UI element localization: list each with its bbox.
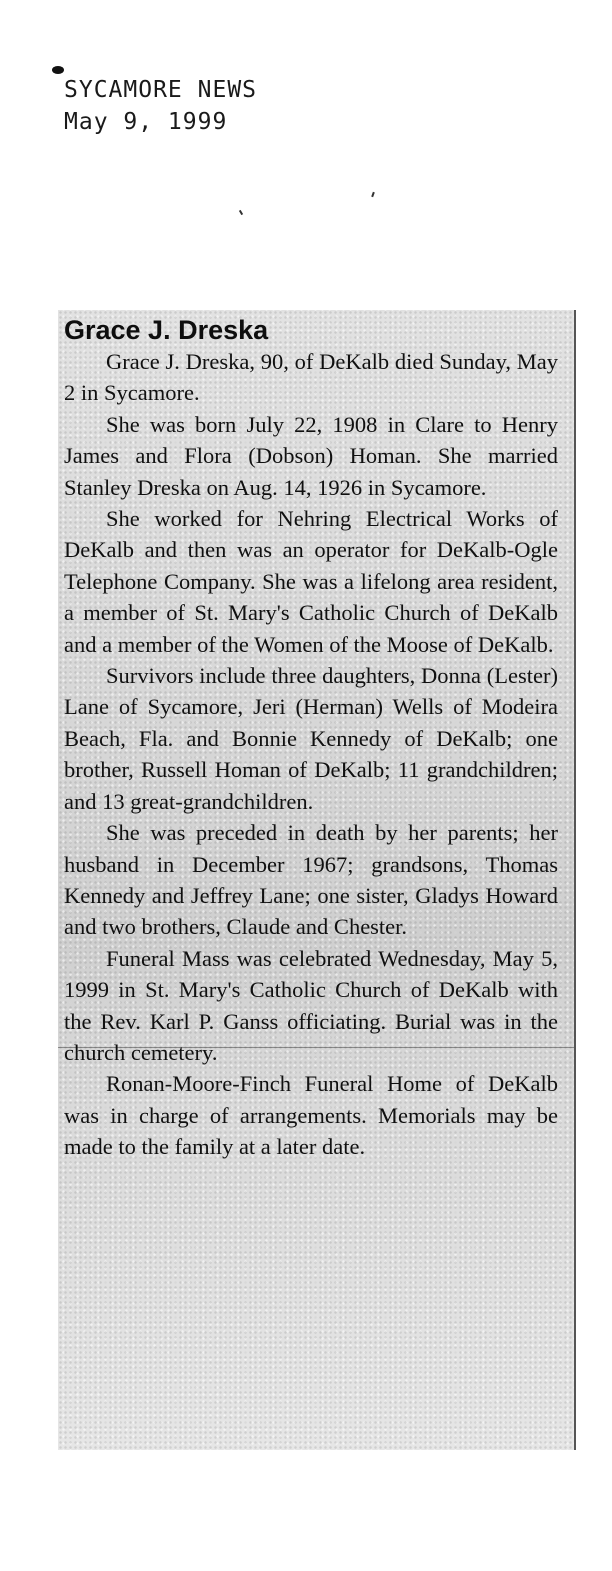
scan-speck [239, 210, 243, 215]
newspaper-clipping [58, 310, 576, 1450]
obituary-paragraph: She was preceded in death by her parents; her husband in December 1967; grandsons, Thomas Kennedy and Jeffrey Lane; one sister, Gladys Howard and two brothers, Claude and Chester. [64, 820, 558, 940]
obituary-paragraph: Survivors include three daughters, Donna (Lester) Lane of Sycamore, Jeri (Herman) Wells of Modeira Beach, Fla. and Bonnie Kennedy of DeKalb; one brother, Russell Homan of DeKalb; 11 grandchildren; and 13 great-grandchildren. [64, 663, 558, 814]
obituary-paragraph: Funeral Mass was celebrated Wednesday, May 5, 1999 in St. Mary's Catholic Church of DeKalb with the Rev. Karl P. Ganss officiating. Burial was in the church cemetery. [64, 945, 558, 1065]
obituary-title: Grace J. Dreska [64, 315, 269, 345]
publication-name: SYCAMORE NEWS [64, 77, 258, 103]
obituary-paragraph: She was born July 22, 1908 in Clare to Henry James and Flora (Dobson) Homan. She married Stanley Dreska on Aug. 14, 1926 in Sycamore. [64, 411, 558, 500]
obituary-paragraph: Grace J. Dreska, 90, of DeKalb died Sunday, May 2 in Sycamore. [64, 349, 558, 406]
obituary-body [64, 346, 558, 1163]
scan-speck [371, 192, 375, 197]
ink-dot-mark [52, 66, 64, 74]
obituary-paragraph: She worked for Nehring Electrical Works of DeKalb and then was an operator for DeKalb-Ogle Telephone Company. She was a lifelong area resident, a member of St. Mary's Catholic Church of DeKalb and a member of the Women of the Moose of DeKalb. [64, 506, 558, 657]
clipping-source-header [64, 74, 257, 138]
publication-date: May 9, 1999 [64, 109, 228, 135]
obituary-paragraph: Ronan-Moore-Finch Funeral Home of DeKalb was in charge of arrangements. Memorials may be made to the family at a later date. [64, 1071, 558, 1160]
